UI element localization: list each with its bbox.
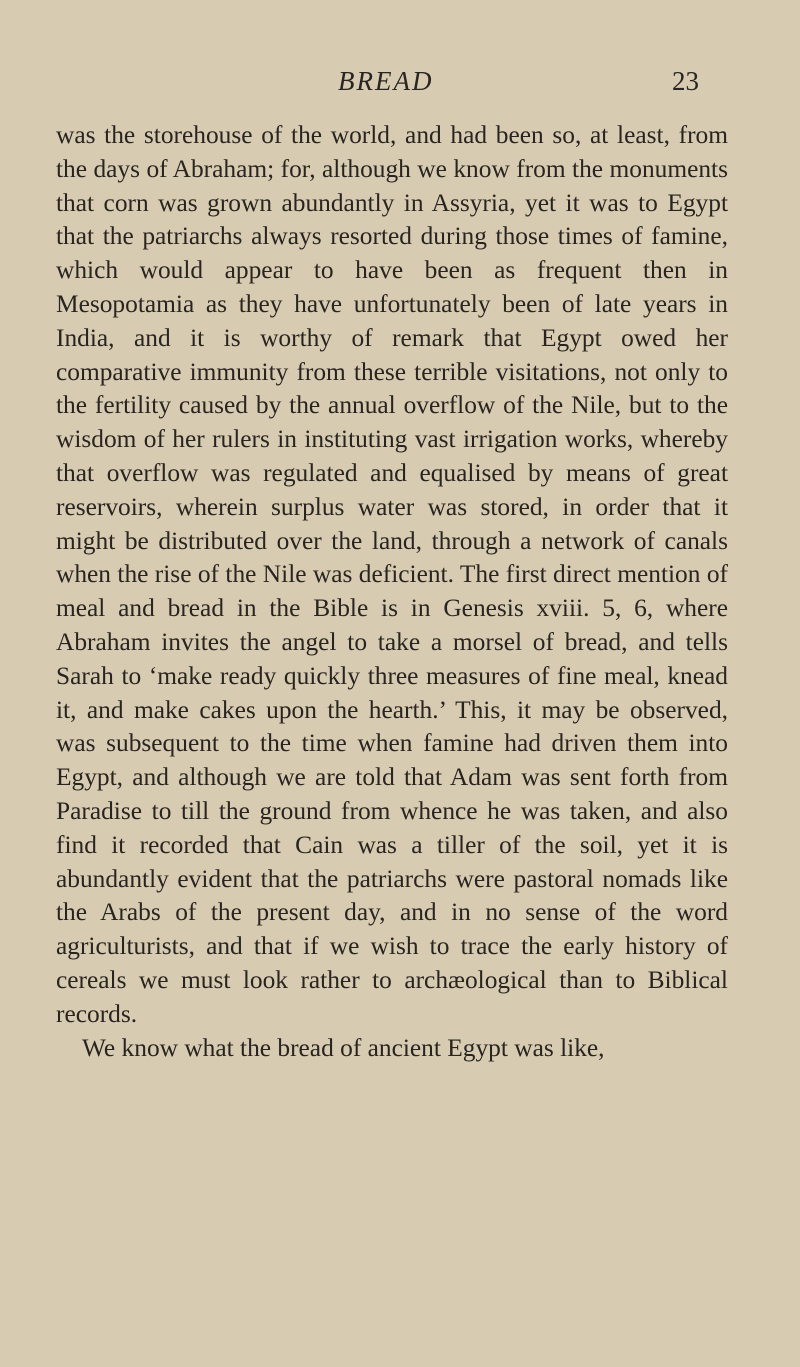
running-title: BREAD bbox=[338, 66, 434, 96]
page-header bbox=[0, 66, 800, 106]
paragraph: We know what the bread of ancient Egypt was like, bbox=[82, 1033, 605, 1062]
paragraph: was the storehouse of the world, and had been so, at least, from the days of Abraham; for, although we know from the monuments that corn was grown abundantly in Assyria, yet it was to Egypt that the patriarchs always resorted during those times of famine, which would appear to have been as frequent then in Mesopotamia as they have unfortunately been of late years in India, and it is worthy of remark that Egypt owed her comparative immunity from these terrible visitations, not only to the fertility caused by the annual overflow of the Nile, but to the wisdom of her rulers in instituting vast irrigation works, whereby that overflow was regulated and equalised by means of great reservoirs, wherein surplus water was stored, in order that it might be distributed over the land, through a network of canals when the rise of the Nile was deficient. The first direct mention of meal and bread in the Bible is in Genesis xviii. 5, 6, where Abraham invites the angel to take a morsel of bread, and tells Sarah to ‘make ready quickly three measures of fine meal, knead it, and make cakes upon the hearth.’ This, it may be observed, was subsequent to the time when famine had driven them into Egypt, and although we are told that Adam was sent forth from Paradise to till the ground from whence he was taken, and also find it recorded that Cain was a tiller of the soil, yet it is abundantly evident that the patriarchs were pastoral nomads like the Arabs of the present day, and in no sense of the word agriculturists, and that if we wish to trace the early history of cereals we must look rather to archæological than to Biblical records. bbox=[56, 121, 728, 1028]
body-text bbox=[56, 119, 728, 1065]
page-number: 23 bbox=[672, 66, 699, 96]
